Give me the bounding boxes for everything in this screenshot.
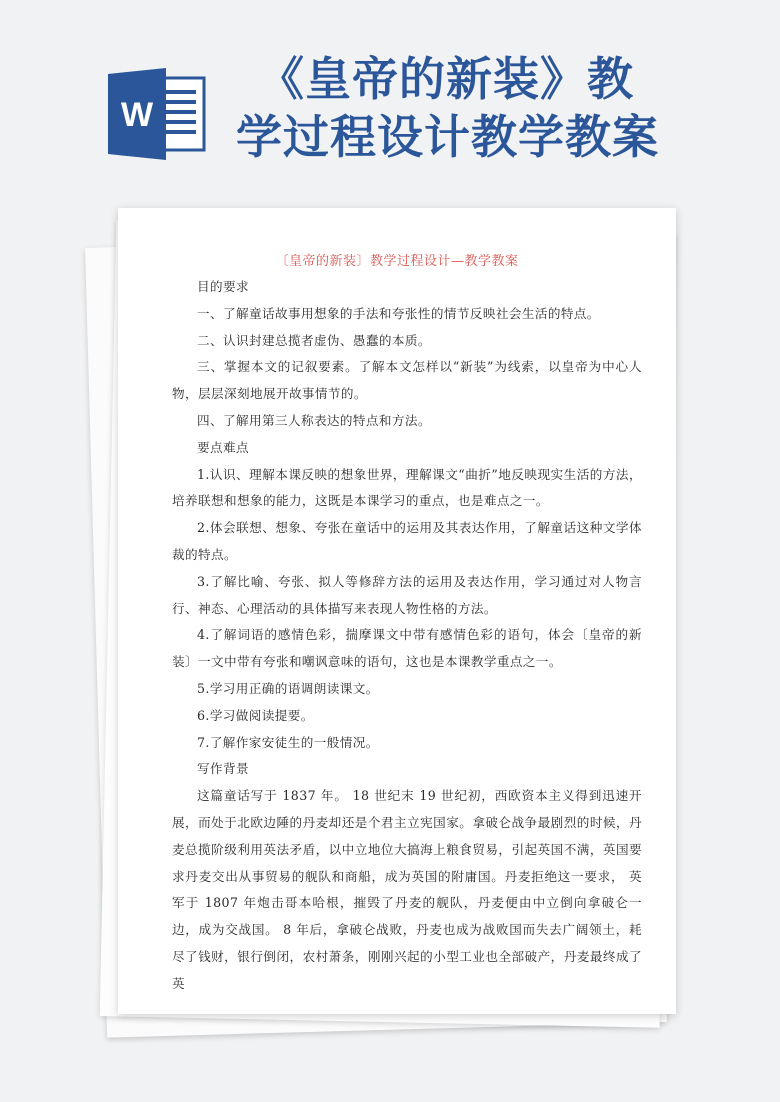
section-heading: 写作背景	[197, 761, 249, 777]
document-page	[118, 208, 676, 1014]
paragraph: 5.学习用正确的语调朗读课文。	[197, 680, 379, 696]
page-title-line-2: 学过程设计教学教案	[236, 110, 659, 164]
paragraph: 这篇童话写于 1837 年。 18 世纪末 19 世纪初，西欧资本主义得到迅速开展，而处于北欧边陲的丹麦却还是个君主立宪国家。拿破仑战争最剧烈的时候，丹麦总揽阶级利用英法矛盾，以中立地位大搞海上粮食贸易，引起英国不满，英国要求丹麦交出从事贸易的舰队和商船，成为英国的附庸国。丹麦拒绝这一要求， 英军于 1807 年炮击哥本哈根，摧毁了丹麦的舰队，丹麦便由中立倒向拿破仑一边，成为交战国。 8 年后，拿破仑战败，丹麦也成为战败国而失去广阔领土，耗尽了钱财，银行倒闭，农村萧条，刚刚兴起的小型工业也全部破产，丹麦最终成了英	[172, 788, 642, 991]
paragraph: 2.体会联想、想象、夸张在童话中的运用及其表达作用，了解童话这种文学体裁的特点。	[172, 520, 642, 562]
paragraph: 一、了解童话故事用想象的手法和夸张性的情节反映社会生活的特点。	[197, 305, 600, 321]
page-title	[236, 50, 756, 166]
document-body	[172, 274, 642, 998]
section-heading: 要点难点	[197, 439, 249, 455]
paragraph: 四、了解用第三人称表达的特点和方法。	[197, 412, 431, 428]
paragraph: 6.学习做阅读提要。	[197, 707, 314, 723]
section-heading: 目的要求	[197, 279, 249, 294]
paragraph: 3.了解比喻、夸张、拟人等修辞方法的运用及表达作用，学习通过对人物言行、神态、心理活动的具体描写来表现人物性格的方法。	[172, 573, 642, 616]
header	[0, 0, 780, 200]
paragraph: 二、认识封建总揽者虚伪、愚蠢的本质。	[197, 332, 431, 348]
page-title-line-1: 《皇帝的新装》教	[258, 52, 634, 106]
word-document-icon	[108, 68, 208, 160]
paragraph: 4.了解词语的感情色彩，揣摩课文中带有感情色彩的语句，体会〔皇帝的新装〕一文中带有夸张和嘲讽意味的语句，这也是本课教学重点之一。	[172, 627, 642, 670]
svg-text:W: W	[120, 96, 154, 134]
paragraph: 7.了解作家安徒生的一般情况。	[197, 734, 379, 750]
document-title: 〔皇帝的新装〕教学过程设计—教学教案	[275, 254, 519, 269]
paragraph: 三、掌握本文的记叙要素。了解本文怎样以“新装”为线索，以皇帝为中心人物，层层深刻地展开故事情节的。	[172, 359, 642, 402]
paragraph: 1.认识、理解本课反映的想象世界，理解课文“曲折”地反映现实生活的方法，培养联想和想象的能力，这既是本课学习的重点，也是难点之一。	[172, 466, 642, 509]
